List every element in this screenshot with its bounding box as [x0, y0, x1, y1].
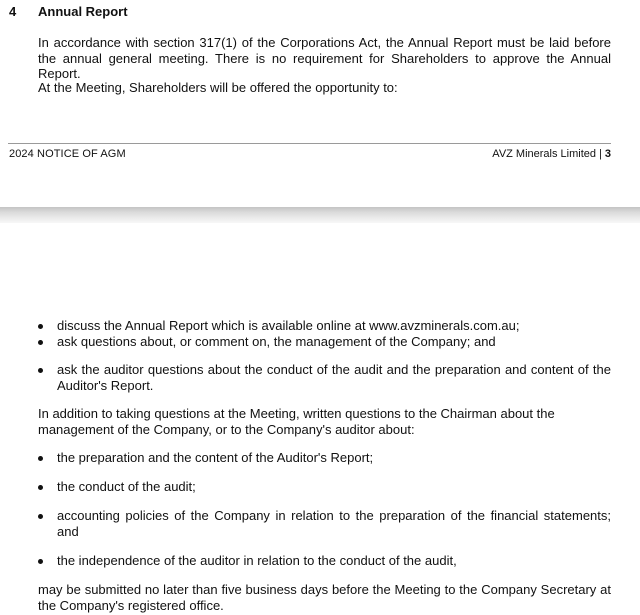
- paragraph-written-questions: In addition to taking questions at the Meeting, written questions to the Chairman about the management of the Company, or to the Company's auditor about:: [38, 406, 555, 437]
- bullet-icon: [38, 508, 46, 519]
- bullet-icon: [38, 450, 46, 461]
- list-item: the preparation and the content of the Auditor's Report;: [57, 450, 374, 465]
- paragraph-submission: may be submitted no later than five business days before the Meeting to the Company Secretary at the Company's registered office.: [38, 582, 611, 613]
- list-item: ask questions about, or comment on, the management of the Company; and: [57, 334, 496, 349]
- page-break-gap: [0, 207, 640, 223]
- list-item: ask the auditor questions about the conduct of the audit and the preparation and content of the Auditor's Report.: [57, 362, 611, 393]
- footer-company-name: AVZ Minerals Limited: [492, 148, 597, 160]
- list-item: discuss the Annual Report which is available online at www.avzminerals.com.au;: [57, 318, 520, 333]
- footer-document-title: 2024 NOTICE OF AGM: [9, 148, 126, 160]
- bullet-icon: [38, 334, 46, 345]
- footer-separator: |: [599, 148, 602, 160]
- footer-divider: [8, 143, 611, 144]
- bullet-icon: [38, 362, 46, 373]
- list-item: the independence of the auditor in relation to the conduct of the audit,: [57, 553, 457, 568]
- paragraph-opportunity: At the Meeting, Shareholders will be offered the opportunity to:: [38, 80, 398, 95]
- bullet-icon: [38, 318, 46, 329]
- list-item: the conduct of the audit;: [57, 479, 196, 494]
- paragraph-annual-report: In accordance with section 317(1) of the Corporations Act, the Annual Report must be laid before the annual general meeting. There is no requirement for Shareholders to approve the Annual Report.: [38, 35, 611, 81]
- section-heading: Annual Report: [38, 4, 128, 19]
- footer-page-number: 3: [604, 148, 611, 160]
- footer-company-page: [492, 148, 611, 160]
- section-number: 4: [9, 4, 17, 19]
- list-item: accounting policies of the Company in relation to the preparation of the financial statements; and: [57, 508, 611, 539]
- bullet-icon: [38, 479, 46, 490]
- bullet-icon: [38, 553, 46, 564]
